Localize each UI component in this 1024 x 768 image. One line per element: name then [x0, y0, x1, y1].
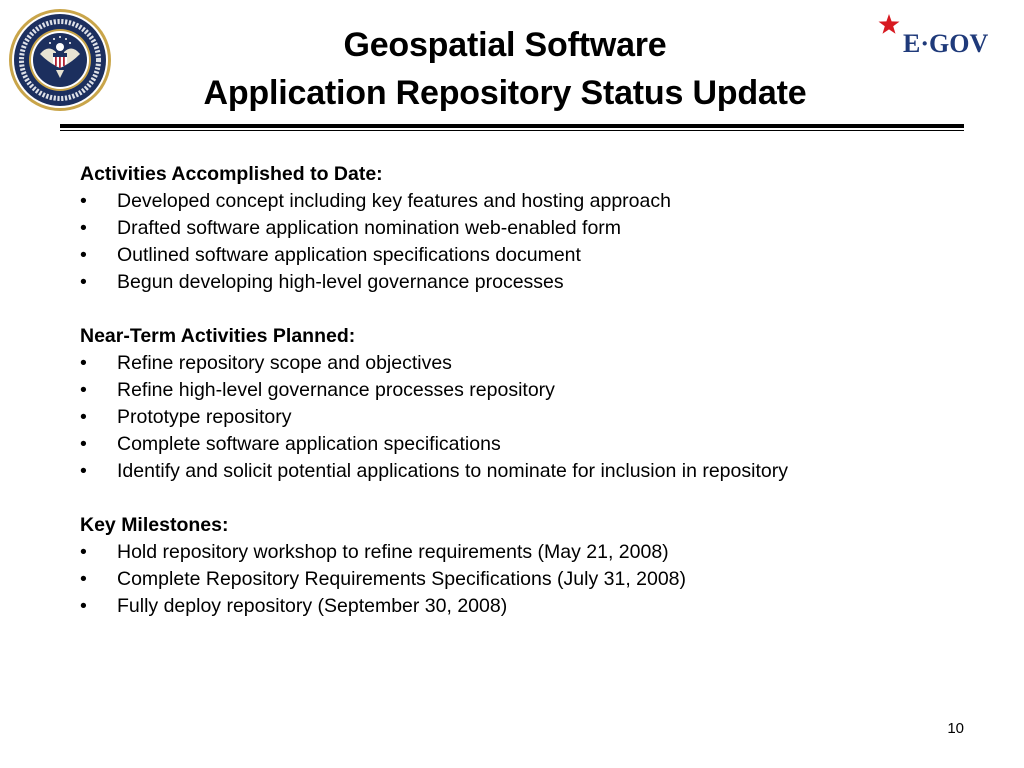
title-divider-thin — [60, 130, 964, 131]
list-item — [80, 269, 980, 296]
section-key-milestones — [80, 512, 980, 620]
egov-logo-text: E·GOV — [903, 29, 989, 58]
slide-title-line-1: Geospatial Software — [343, 26, 667, 64]
eop-seal-icon — [8, 8, 112, 112]
list-item-text: Refine high-level governance processes repository — [117, 379, 555, 401]
bullet-icon: • — [80, 595, 87, 617]
list-item-text: Complete Repository Requirements Specifications (July 31, 2008) — [117, 568, 687, 590]
list-item-text: Fully deploy repository (September 30, 2008) — [117, 595, 508, 617]
slide-title-line-2: Application Repository Status Update — [203, 74, 807, 112]
list-item-text: Developed concept including key features and hosting approach — [117, 190, 671, 212]
slide-body — [80, 161, 980, 647]
page-number: 10 — [947, 720, 964, 737]
bullet-list — [80, 188, 980, 296]
list-item — [80, 350, 980, 377]
list-item-text: Refine repository scope and objectives — [117, 352, 452, 374]
list-item — [80, 458, 980, 485]
list-item — [80, 215, 980, 242]
list-item-text: Complete software application specifications — [117, 433, 501, 455]
bullet-icon: • — [80, 460, 87, 482]
list-item — [80, 431, 980, 458]
bullet-icon: • — [80, 406, 87, 428]
title-divider-thick — [60, 124, 964, 128]
list-item — [80, 539, 980, 566]
bullet-icon: • — [80, 568, 87, 590]
list-item-text: Drafted software application nomination web-enabled form — [117, 217, 622, 239]
bullet-icon: • — [80, 271, 87, 293]
bullet-list — [80, 539, 980, 620]
section-heading: Activities Accomplished to Date: — [80, 163, 383, 185]
list-item — [80, 188, 980, 215]
list-item — [80, 566, 980, 593]
bullet-icon: • — [80, 433, 87, 455]
section-heading: Key Milestones: — [80, 514, 229, 536]
list-item-text: Identify and solicit potential applications to nominate for inclusion in repository — [117, 460, 788, 482]
bullet-icon: • — [80, 352, 87, 374]
list-item — [80, 242, 980, 269]
bullet-icon: • — [80, 217, 87, 239]
section-heading: Near-Term Activities Planned: — [80, 325, 356, 347]
bullet-icon: • — [80, 244, 87, 266]
list-item — [80, 404, 980, 431]
list-item — [80, 593, 980, 620]
bullet-list — [80, 350, 980, 485]
list-item — [80, 377, 980, 404]
list-item-text: Prototype repository — [117, 406, 292, 428]
list-item-text: Outlined software application specifications document — [117, 244, 581, 266]
list-item-text: Begun developing high-level governance processes — [117, 271, 564, 293]
egov-logo — [878, 12, 996, 60]
bullet-icon: • — [80, 379, 87, 401]
bullet-icon: • — [80, 190, 87, 212]
section-near-term-activities — [80, 323, 980, 485]
list-item-text: Hold repository workshop to refine requirements (May 21, 2008) — [117, 541, 669, 563]
section-activities-accomplished — [80, 161, 980, 296]
bullet-icon: • — [80, 541, 87, 563]
